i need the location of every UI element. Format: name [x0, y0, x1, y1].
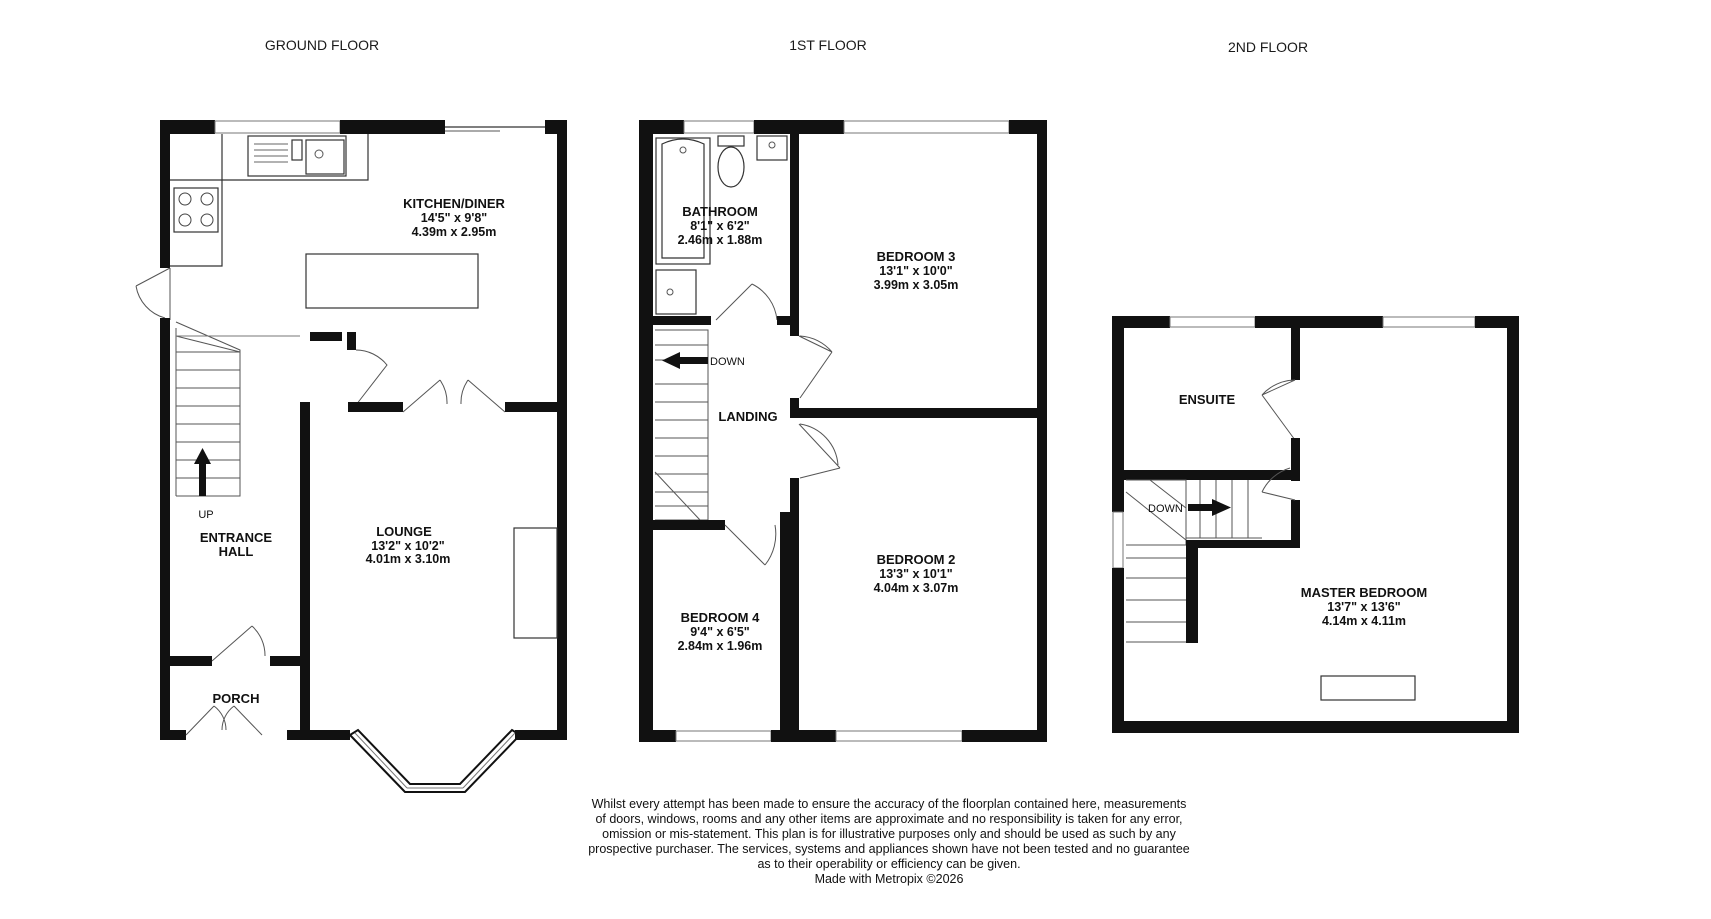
entrance-hall-label-line2: HALL — [218, 544, 254, 559]
disclaimer-line-1: Whilst every attempt has been made to ensure the accuracy of the floorplan contained here, measurements — [591, 797, 1187, 811]
master-bedroom-dim-metric: 4.14m x 4.11m — [1321, 614, 1407, 628]
first-floor-title: 1ST FLOOR — [789, 37, 867, 53]
bathroom-label: BATHROOM — [682, 204, 758, 219]
landing-label: LANDING — [718, 409, 778, 424]
bedroom-4-label: BEDROOM 4 — [680, 610, 760, 625]
kitchen-diner-label: KITCHEN/DINER — [403, 196, 505, 211]
porch-label: PORCH — [212, 691, 260, 706]
disclaimer-line-5: as to their operability or efficiency can be given. — [757, 857, 1021, 871]
ensuite-label: ENSUITE — [1178, 392, 1236, 407]
lounge-dim-metric: 4.01m x 3.10m — [365, 552, 451, 566]
ground-floor-plan — [136, 120, 567, 792]
second-floor-title: 2ND FLOOR — [1227, 39, 1309, 55]
entrance-hall-label: ENTRANCE — [199, 530, 273, 545]
kitchen-diner-dim-imperial: 14'5" x 9'8" — [420, 211, 488, 225]
lounge-dim-imperial: 13'2" x 10'2" — [371, 539, 445, 553]
ground-floor-title: GROUND FLOOR — [264, 37, 380, 53]
disclaimer-line-4: prospective purchaser. The services, systems and appliances shown have not been tested and no guarantee — [588, 842, 1190, 856]
bedroom-2-dim-metric: 4.04m x 3.07m — [873, 581, 959, 595]
second-floor-plan — [1112, 316, 1519, 733]
bedroom-3-dim-metric: 3.99m x 3.05m — [873, 278, 959, 292]
bathroom-dim-imperial: 8'1" x 6'2" — [690, 219, 750, 233]
bedroom-2-label: BEDROOM 2 — [876, 552, 956, 567]
bedroom-3-label: BEDROOM 3 — [876, 249, 956, 264]
bedroom-2-dim-imperial: 13'3" x 10'1" — [879, 567, 953, 581]
kitchen-diner-dim-metric: 4.39m x 2.95m — [411, 225, 497, 239]
bedroom-4-dim-imperial: 9'4" x 6'5" — [690, 625, 750, 639]
second-stair-label: DOWN — [1148, 503, 1183, 515]
lounge-label: LOUNGE — [376, 524, 432, 539]
bedroom-4-dim-metric: 2.84m x 1.96m — [677, 639, 763, 653]
bedroom-3-dim-imperial: 13'1" x 10'0" — [879, 264, 953, 278]
bathroom-dim-metric: 2.46m x 1.88m — [677, 233, 763, 247]
master-bedroom-label: MASTER BEDROOM — [1300, 585, 1428, 600]
disclaimer-line-3: omission or mis-statement. This plan is for illustrative purposes only and should be used as such by any — [602, 827, 1176, 841]
first-stair-label: DOWN — [710, 356, 745, 368]
ground-stair-label: UP — [198, 509, 214, 521]
first-floor-plan — [639, 120, 1047, 742]
disclaimer-credit: Made with Metropix ©2026 — [814, 872, 964, 886]
disclaimer — [588, 797, 1190, 886]
master-bedroom-dim-imperial: 13'7" x 13'6" — [1327, 600, 1401, 614]
disclaimer-line-2: of doors, windows, rooms and any other items are approximate and no responsibility is taken for any error, — [595, 812, 1183, 826]
